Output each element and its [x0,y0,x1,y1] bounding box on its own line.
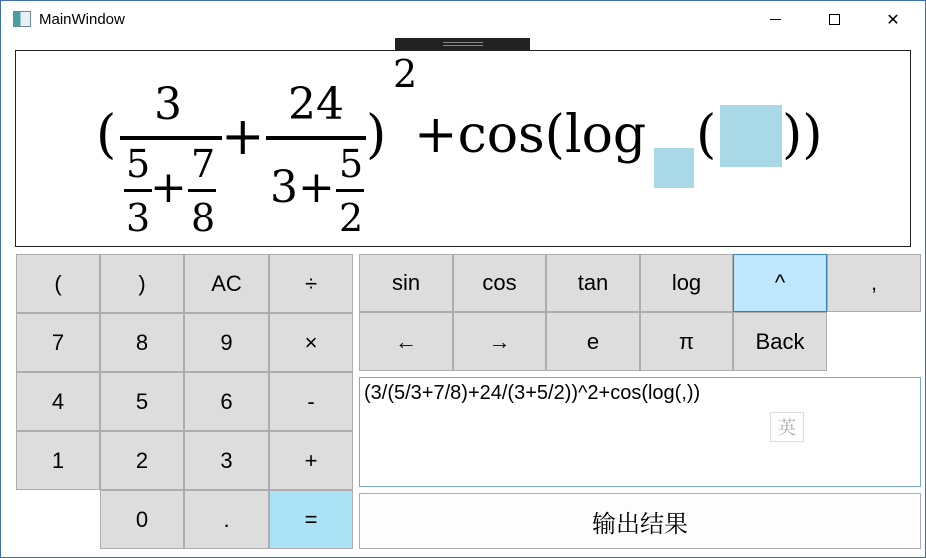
frac1-den-plus: + [150,162,187,213]
frac1-den-a-den: 3 [126,196,151,240]
frac1-den-a-bar [124,189,152,192]
grip-icon [443,42,483,46]
drag-handle[interactable] [395,38,530,50]
expression-text: (3/(5/3+7/8)+24/(3+5/2))^2+cos(log(,)) [364,382,701,404]
pi-button[interactable]: π [640,312,733,371]
key-6[interactable]: 6 [184,372,269,431]
key-7[interactable]: 7 [16,313,100,372]
title-bar [1,1,925,38]
e-button[interactable]: e [546,312,640,371]
frac1-den-a-num: 5 [126,142,151,186]
output-result-button[interactable]: 输出结果 [359,493,921,549]
sin-button[interactable]: sin [359,254,453,312]
multiply-button[interactable]: × [269,313,353,372]
key-4[interactable]: 4 [16,372,100,431]
minus-button[interactable]: - [269,372,353,431]
arrow-right-icon: → [488,328,511,354]
tan-button[interactable]: tan [546,254,640,312]
exponent: 2 [393,52,418,96]
frac2-numerator: 24 [288,79,344,130]
close-paren-button[interactable]: ) [100,254,184,313]
cursor-right-button[interactable] [453,312,546,371]
window-title: MainWindow [39,11,125,28]
plus-button[interactable]: + [269,431,353,490]
minimize-icon [770,19,781,20]
ime-indicator: 英 [770,412,804,442]
frac2-den-sub-den: 2 [339,196,364,240]
plus-operator: + [221,107,265,167]
key-0[interactable]: 0 [100,490,184,549]
divide-button[interactable]: ÷ [269,254,353,313]
key-5[interactable]: 5 [100,372,184,431]
log-button[interactable]: log [640,254,733,312]
close-icon: ✕ [886,10,900,29]
key-9[interactable]: 9 [184,313,269,372]
key-8[interactable]: 8 [100,313,184,372]
frac1-bar [120,136,222,140]
cursor-left-button[interactable] [359,312,453,371]
power-button[interactable]: ^ [733,254,827,312]
cos-log-text: +cos(log [414,105,647,165]
cos-button[interactable]: cos [453,254,546,312]
frac1-numerator: 3 [154,79,182,130]
frac1-den-b-bar [188,189,216,192]
frac2-bar [266,136,366,140]
maximize-icon [829,14,840,25]
app-icon [13,11,31,27]
log-base-slot[interactable] [654,148,694,188]
clear-button[interactable]: AC [184,254,269,313]
key-1[interactable]: 1 [16,431,100,490]
arrow-left-icon: ← [395,328,417,354]
log-arg-slot[interactable] [720,105,782,167]
expression-input[interactable] [359,377,921,487]
frac2-den-sub-num: 5 [339,142,364,186]
back-button[interactable]: Back [733,312,827,371]
equals-button[interactable]: = [269,490,353,549]
formula-close-paren: ) [366,105,387,165]
key-3[interactable]: 3 [184,431,269,490]
decimal-button[interactable]: . [184,490,269,549]
formula-final-parens: )) [782,105,823,165]
formula-display [15,50,911,247]
maximize-button[interactable] [805,1,863,38]
minimize-button[interactable] [746,1,804,38]
frac1-den-b-den: 8 [191,196,216,240]
open-paren-button[interactable]: ( [16,254,100,313]
formula-open-paren: ( [96,105,117,165]
frac2-den-sub-bar [336,189,364,192]
log-open-paren: ( [696,105,717,165]
frac1-den-b-num: 7 [191,142,216,186]
close-button[interactable] [864,1,922,38]
frac2-den-int: 3+ [270,162,335,213]
key-2[interactable]: 2 [100,431,184,490]
comma-button[interactable]: , [827,254,921,312]
